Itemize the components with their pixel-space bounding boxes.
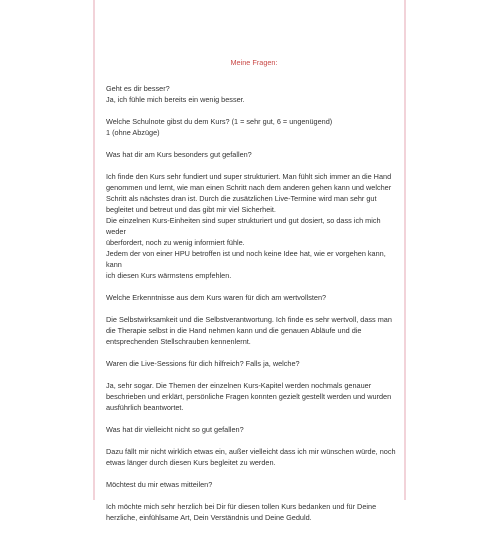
answer-5-line: Ja, sehr sogar. Die Themen der einzelnen Kurs-Kapitel werden nochmals genauer	[106, 381, 372, 390]
qa-block-7-answer	[106, 501, 402, 523]
left-border-line	[93, 0, 95, 500]
question-2: Welche Schulnote gibst du dem Kurs? (1 = sehr gut, 6 = ungenügend)	[106, 117, 333, 126]
qa-block-5-question	[106, 358, 402, 369]
document-content	[106, 57, 402, 534]
question-6: Was hat dir vielleicht nicht so gut gefallen?	[106, 425, 244, 434]
qa-block-3-question	[106, 149, 402, 160]
answer-6-line: etwas länger durch diesen Kurs begleitet zu werden.	[106, 458, 276, 467]
qa-block-6-answer	[106, 446, 402, 468]
answer-5-line: beschrieben und erklärt, persönliche Fragen konnten gezielt gestellt werden und wurden	[106, 392, 392, 401]
answer-3-line: Schritt als nächstes dran ist. Durch die zusätzlichen Live-Termine wird man sehr gut	[106, 194, 377, 203]
qa-block-2	[106, 116, 402, 138]
answer-5-line: ausführlich beantwortet.	[106, 403, 184, 412]
answer-4-line: Die Selbstwirksamkeit und die Selbstverantwortung. Ich finde es sehr wertvoll, dass man	[106, 315, 392, 324]
page-title: Meine Fragen:	[230, 58, 278, 67]
answer-7-line: herzliche, einfühlsame Art, Dein Verständnis und Deine Geduld.	[106, 513, 312, 522]
qa-block-6-question	[106, 424, 402, 435]
answer-3-line: überfordert, noch zu wenig informiert fühle.	[106, 238, 245, 247]
answer-7-line: Ich möchte mich sehr herzlich bei Dir für diesen tollen Kurs bedanken und für Deine	[106, 502, 377, 511]
answer-1: Ja, ich fühle mich bereits ein wenig besser.	[106, 95, 245, 104]
answer-3-line: begleitet und betreut und das gibt mir viel Sicherheit.	[106, 205, 276, 214]
qa-block-4-answer	[106, 314, 402, 347]
question-3: Was hat dir am Kurs besonders gut gefallen?	[106, 150, 252, 159]
question-1: Geht es dir besser?	[106, 84, 170, 93]
right-border-line	[404, 0, 406, 500]
qa-block-4-question	[106, 292, 402, 303]
answer-3-line: Die einzelnen Kurs-Einheiten sind super strukturiert und gut dosiert, so dass ich mich weder	[106, 216, 381, 236]
question-7: Möchtest du mir etwas mitteilen?	[106, 480, 213, 489]
answer-4-line: die Therapie selbst in die Hand nehmen kann und die genauen Abläufe und die	[106, 326, 362, 335]
answer-2: 1 (ohne Abzüge)	[106, 128, 160, 137]
answer-3-line: Jedem der von einer HPU betroffen ist und noch keine Idee hat, wie er vorgehen kann, kann	[106, 249, 386, 269]
answer-6-line: Dazu fällt mir nicht wirklich etwas ein, außer vielleicht dass ich mir wünschen würde, noch	[106, 447, 396, 456]
qa-block-7-question	[106, 479, 402, 490]
qa-block-3-answer	[106, 171, 402, 281]
qa-block-1	[106, 83, 402, 105]
answer-3-line: ich diesen Kurs wärmstens empfehlen.	[106, 271, 232, 280]
qa-block-5-answer	[106, 380, 402, 413]
answer-3-line: Ich finde den Kurs sehr fundiert und super strukturiert. Man fühlt sich immer an die Hand	[106, 172, 392, 181]
answer-3-line: genommen und lernt, wie man einen Schritt nach dem anderen gehen kann und welcher	[106, 183, 392, 192]
question-5: Waren die Live-Sessions für dich hilfreich? Falls ja, welche?	[106, 359, 300, 368]
answer-4-line: entsprechenden Stellschrauben kennenlernt.	[106, 337, 251, 346]
question-4: Welche Erkenntnisse aus dem Kurs waren für dich am wertvollsten?	[106, 293, 327, 302]
